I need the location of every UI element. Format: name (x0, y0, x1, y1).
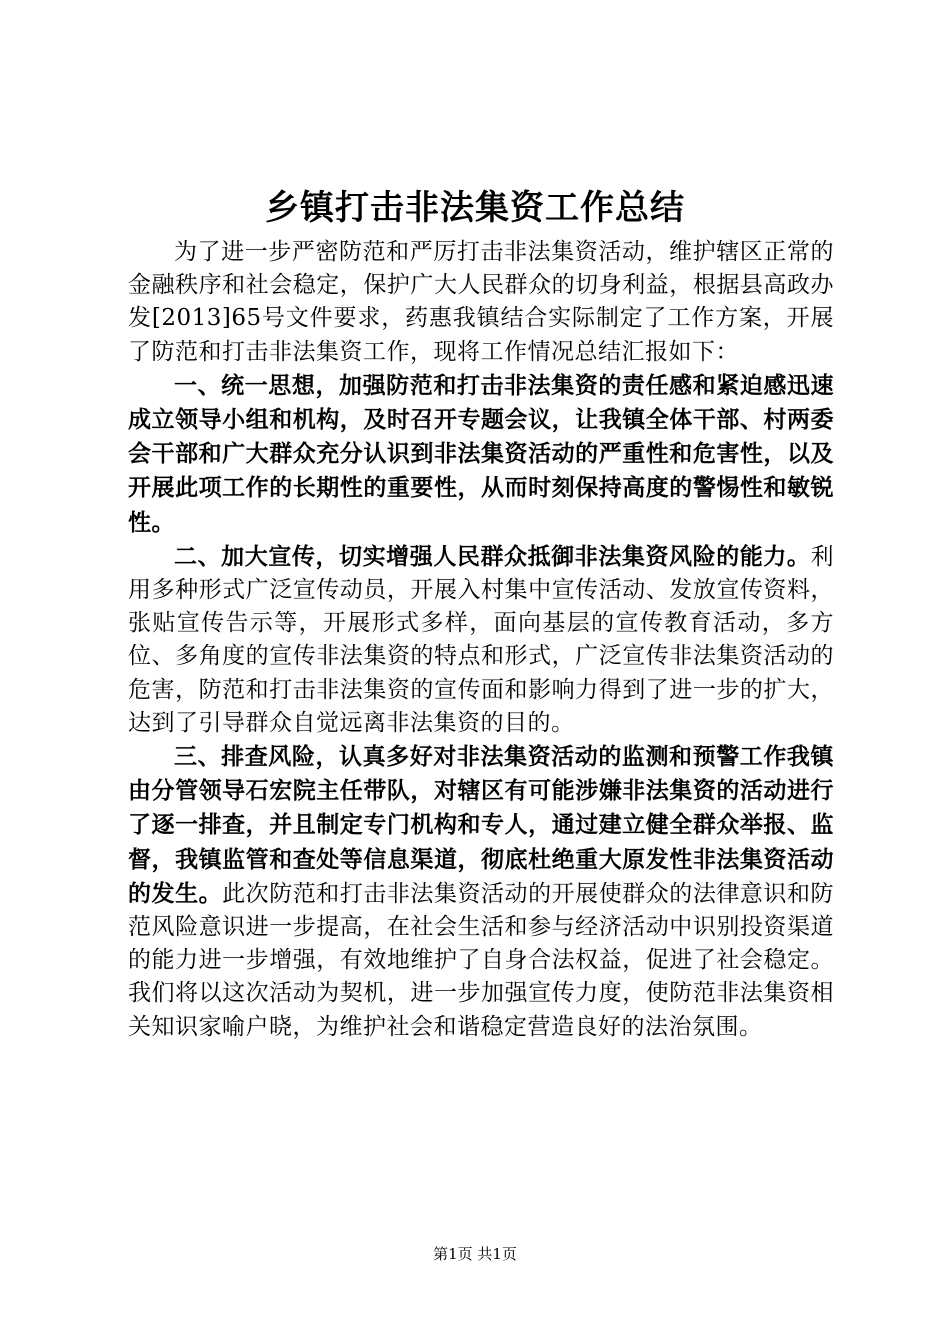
paragraph-section-2 (128, 540, 834, 740)
paragraph-intro: 为了进一步严密防范和严厉打击非法集资活动，维护辖区正常的金融秩序和社会稳定，保护广大人民群众的切身利益，根据县高政办发[2013]65号文件要求，药惠我镇结合实际制定了工作方案，开展了防范和打击非法集资工作，现将工作情况总结汇报如下： (128, 239, 834, 365)
document-body (128, 236, 834, 1044)
document-title: 乡镇打击非法集资工作总结 (265, 188, 685, 228)
paragraph-section-3 (128, 740, 834, 1044)
section-2-heading: 二、加大宣传，切实增强人民群众抵御非法集资风险的能力。 (174, 542, 811, 570)
paragraph-section-1 (128, 369, 834, 540)
section-2-text: 利用多种形式广泛宣传动员，开展入村集中宣传活动、发放宣传资料，张贴宣传告示等，开展形式多样，面向基层的宣传教育活动，多方位、多角度的宣传非法集资的特点和形式，广泛宣传非法集资活动的危害，防范和打击非法集资的宣传面和影响力得到了进一步的扩大，达到了引导群众自觉远离非法集资的目的。 (128, 543, 834, 736)
section-3-text: 此次防范和打击非法集资活动的开展使群众的法律意识和防范风险意识进一步提高，在社会生活和参与经济活动中识别投资渠道的能力进一步增强，有效地维护了自身合法权益，促进了社会稳定。我们将以这次活动为契机，进一步加强宣传力度，使防范非法集资相关知识家喻户晓，为维护社会和谐稳定营造良好的法治氛围。 (128, 880, 835, 1040)
page-footer: 第1页 共1页 (433, 1245, 517, 1263)
section-3-heading: 三、排查风险，认真多好对非法集资活动的监测和预警工作我镇由分管领导石宏院主任带队，对辖区有可能涉嫌非法集资的活动进行了逐一排查，并且制定专门机构和专人，通过建立健全群众举报、监督，我镇监管和查处等信息渠道，彻底杜绝重大原发性非法集资活动的发生。 (128, 743, 834, 907)
section-1-heading: 一、统一思想，加强防范和打击非法集资的责任感和紧迫感迅速成立领导小组和机构，及时召开专题会议，让我镇全体干部、村两委会干部和广大群众充分认识到非法集资活动的严重性和危害性，以及开展此项工作的长期性的重要性，从而时刻保持高度的警惕性和敏锐性。 (128, 371, 834, 536)
